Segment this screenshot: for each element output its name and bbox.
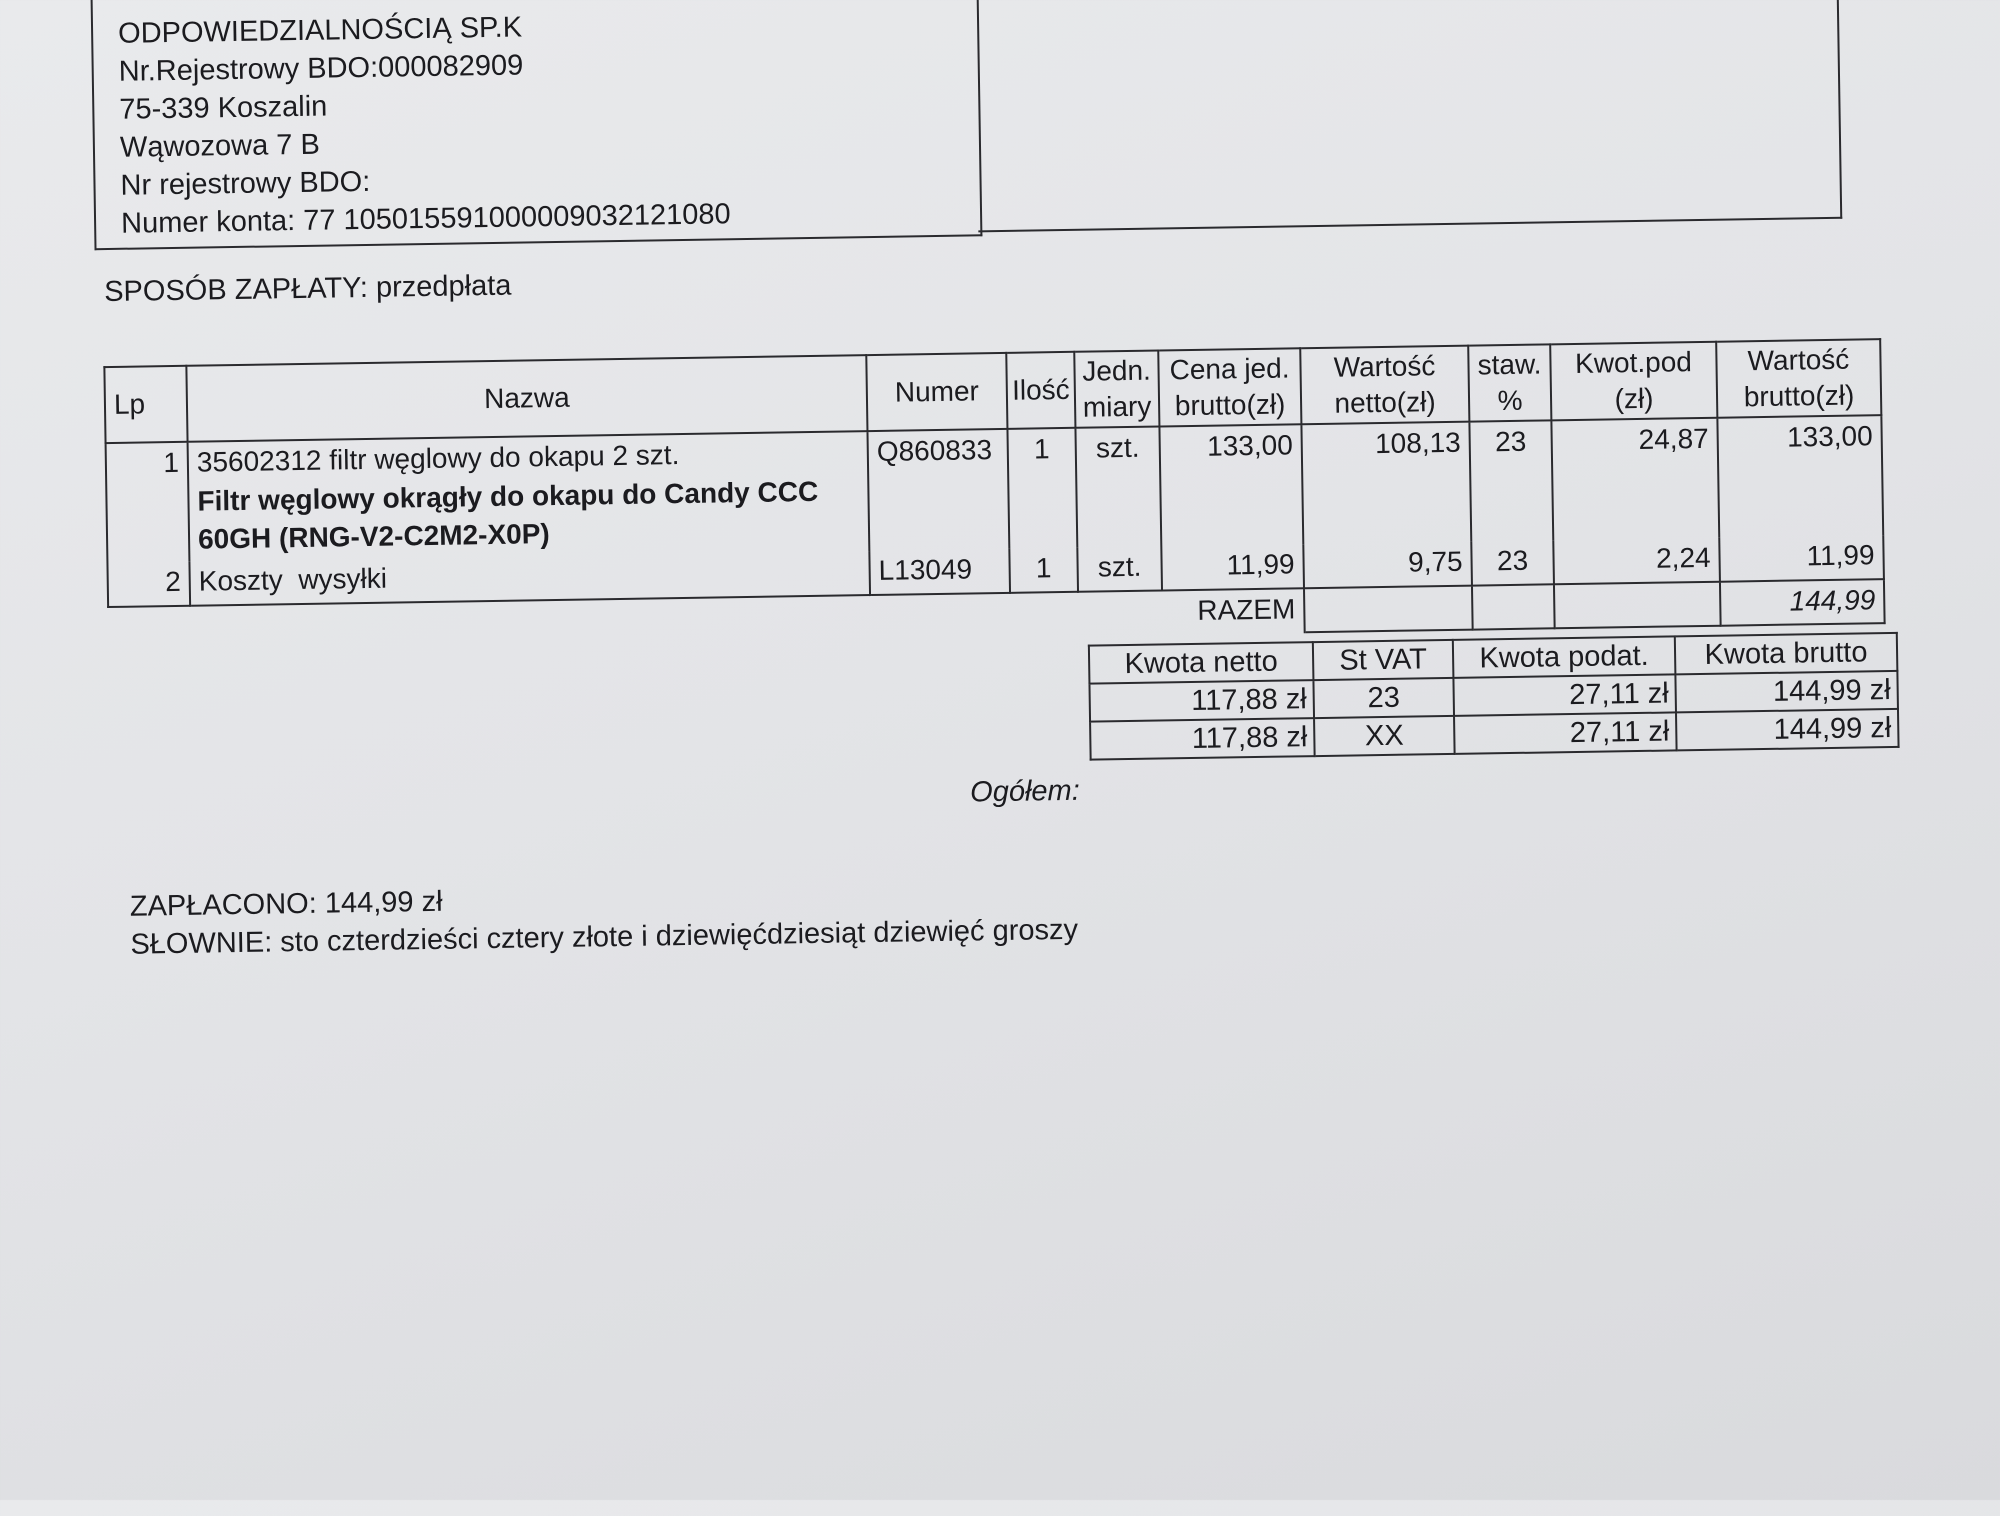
row-ilosc: 1	[1007, 428, 1077, 549]
seller-street-line: Wąwozowa 7 B	[119, 128, 321, 164]
paid-in-words: SŁOWNIE: sto czterdzieści cztery złote i dziewięćdziesiąt dziewięć groszy	[130, 913, 1079, 961]
total-kwot-cell	[1554, 582, 1721, 629]
header-cena: Cena jed. brutto(zł)	[1158, 348, 1301, 426]
vat-header-netto: Kwota netto	[1089, 642, 1314, 684]
paid-section	[130, 873, 1079, 964]
header-ilosc: Ilość	[1006, 352, 1075, 429]
row-netto: 108,13	[1301, 422, 1471, 545]
header-kwot-pod: Kwot.pod (zł)	[1550, 342, 1717, 421]
vat-podat-total: 27,11 zł	[1454, 712, 1677, 753]
vat-header-podat: Kwota podat.	[1453, 636, 1676, 677]
total-label: RAZEM	[1162, 588, 1305, 634]
row-kwot-pod: 2,24	[1553, 538, 1720, 585]
vat-netto-total: 117,88 zł	[1090, 718, 1315, 760]
payment-method-label: SPOSÓB ZAPŁATY:	[103, 271, 369, 309]
row-ilosc: 1	[1009, 548, 1078, 593]
payment-method	[104, 270, 512, 309]
total-netto-cell	[1304, 586, 1473, 633]
header-jedn: Jedn. miary	[1074, 351, 1159, 428]
row-name-bold: Filtr węglowy okrągły do okapu do Candy CCC 60GH (RNG-V2-C2M2-X0P)	[197, 475, 819, 555]
row-brutto: 11,99	[1719, 535, 1884, 582]
header-stawka: staw. %	[1468, 344, 1551, 421]
paid-amount: ZAPŁACONO: 144,99 zł	[129, 885, 443, 923]
row-numer: Q860833	[867, 429, 1009, 551]
row-numer: L13049	[869, 549, 1010, 595]
vat-podat: 27,11 zł	[1453, 674, 1676, 715]
row-kwot-pod: 24,87	[1551, 418, 1719, 541]
total-brutto: 144,99	[1720, 579, 1885, 626]
seller-company-line: ODPOWIEDZIALNOŚCIĄ SP.K	[117, 11, 523, 50]
seller-account-line: Numer konta: 77 105015591000009032121080	[120, 198, 731, 240]
row-stawka: 23	[1471, 540, 1554, 585]
vat-brutto: 144,99 zł	[1675, 671, 1898, 712]
vat-brutto-total: 144,99 zł	[1676, 709, 1899, 750]
buyer-box	[974, 0, 1842, 232]
vat-summary-table	[1088, 632, 1900, 761]
row-name	[188, 431, 870, 562]
row-name-line: 35602312 filtr węglowy do okapu 2 szt.	[196, 439, 680, 478]
row-lp: 2	[107, 562, 190, 607]
row-jedn: szt.	[1077, 546, 1162, 591]
row-stawka: 23	[1469, 420, 1553, 541]
seller-bdo-empty-line: Nr rejestrowy BDO:	[120, 165, 371, 202]
vat-header-st: St VAT	[1313, 640, 1454, 680]
row-cena: 133,00	[1159, 424, 1303, 546]
seller-bdo-line: Nr.Rejestrowy BDO:000082909	[118, 49, 524, 88]
seller-postal-line: 75-339 Koszalin	[119, 90, 328, 126]
header-brutto: Wartość brutto(zł)	[1716, 339, 1881, 418]
vat-st: 23	[1313, 678, 1454, 718]
row-jedn: szt.	[1075, 426, 1161, 547]
vat-header-brutto: Kwota brutto	[1675, 633, 1898, 674]
items-table	[103, 338, 1885, 652]
total-stawka-cell	[1472, 584, 1555, 629]
payment-method-value: przedpłata	[375, 269, 512, 304]
header-netto: Wartość netto(zł)	[1300, 346, 1469, 425]
vat-netto: 117,88 zł	[1089, 680, 1314, 722]
row-cena: 11,99	[1161, 544, 1304, 590]
row-netto: 9,75	[1303, 542, 1472, 589]
header-numer: Numer	[866, 353, 1007, 431]
vat-total-label: Ogółem:	[969, 774, 1081, 809]
header-lp: Lp	[104, 366, 187, 443]
vat-st-total: XX	[1314, 716, 1455, 756]
header-nazwa: Nazwa	[186, 355, 867, 442]
row-name: Koszty wysyłki	[189, 551, 870, 606]
row-brutto: 133,00	[1717, 415, 1883, 538]
row-lp: 1	[106, 442, 190, 563]
